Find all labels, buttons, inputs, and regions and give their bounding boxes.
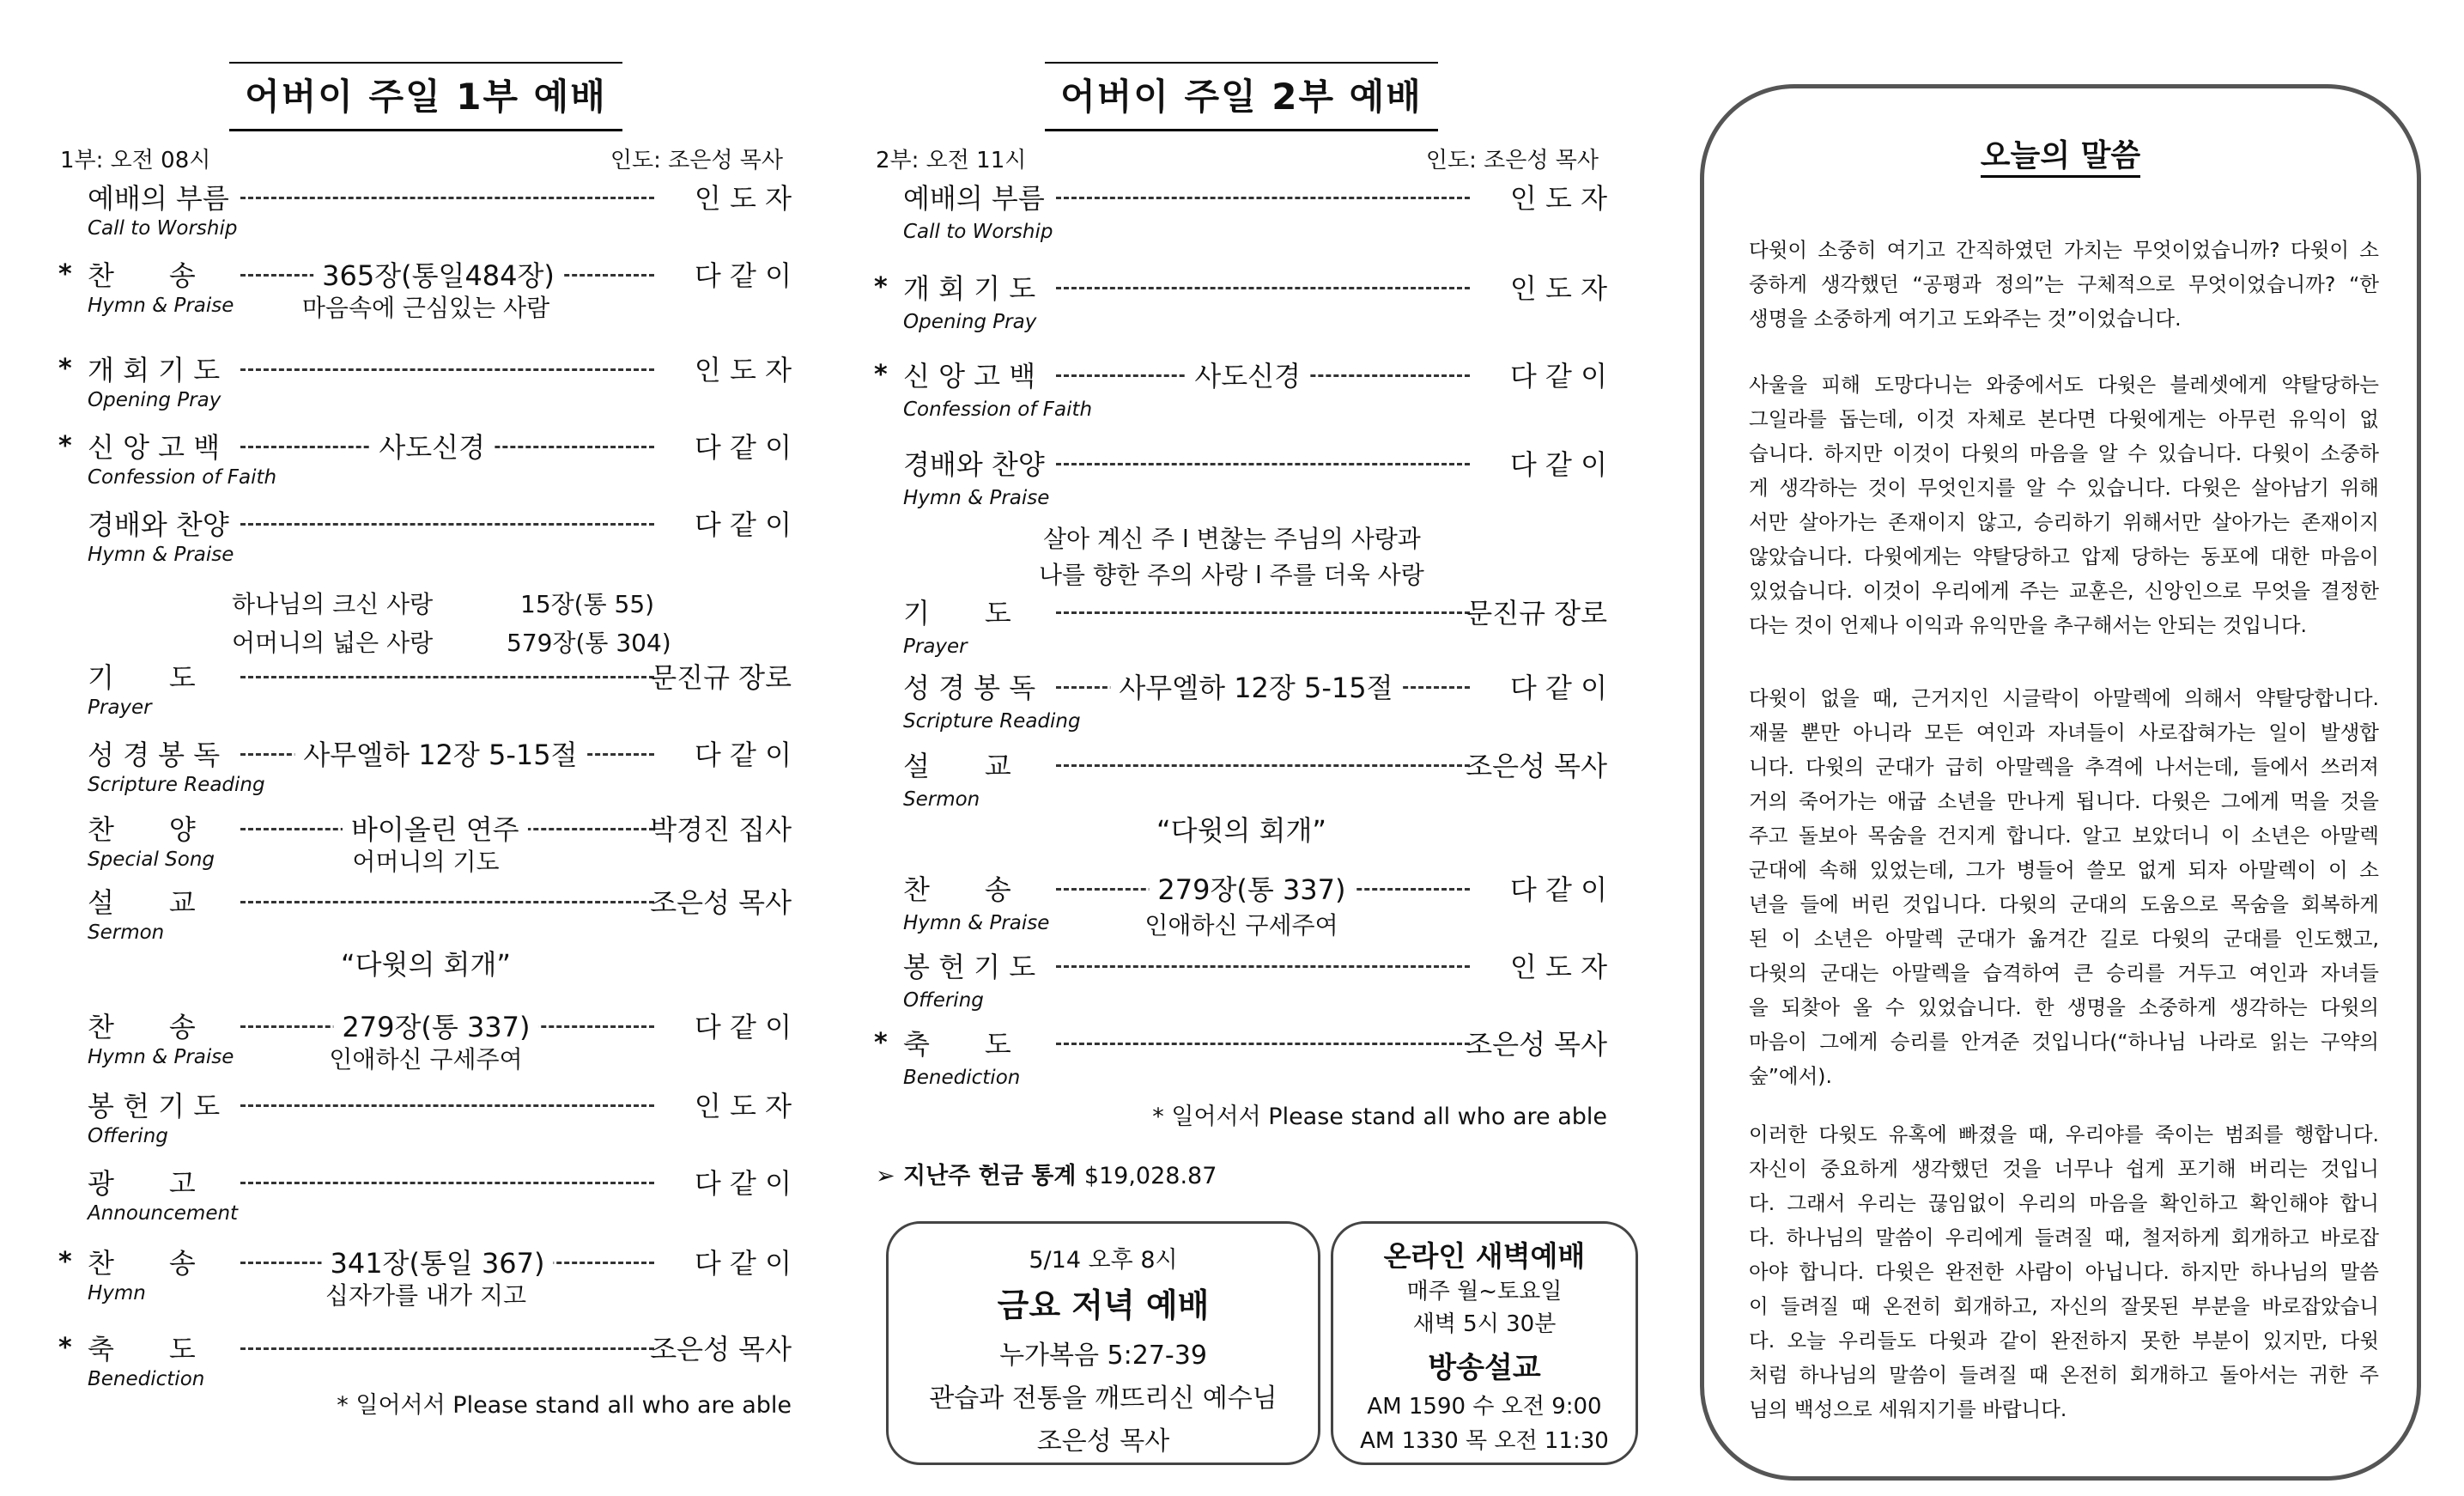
leader-dashes xyxy=(240,901,654,903)
friday-sermon: 관습과 전통을 깨뜨리신 예수님 xyxy=(929,1383,1278,1414)
friday-date: 5/14 오후 8시 xyxy=(1029,1247,1178,1274)
dawn-time: 새벽 5시 30분 xyxy=(1412,1311,1557,1337)
friday-passage: 누가복음 5:27-39 xyxy=(999,1341,1207,1371)
sermon-line: 그일라를 돕는데, 이것 자체로 본다면 다윗에게는 아무런 유익이 없 xyxy=(1749,407,2379,431)
order-item-name: 봉 헌 기 도 xyxy=(88,1090,221,1122)
order-item xyxy=(876,867,1607,909)
order-item-leader: 인 도 자 xyxy=(694,354,792,386)
praise-song-number: 15장(통 55) xyxy=(520,590,655,618)
order-item-name: 찬 양 xyxy=(88,813,196,846)
sermon-line: 생명을 소중하게 여기고 도와주는 것”이었습니다. xyxy=(1749,307,2182,331)
order-item-name: 기 도 xyxy=(903,597,1011,629)
sermon-line: 다는 것이 언제나 이익과 유익만을 추구해서는 안되는 것입니다. xyxy=(1749,613,2307,637)
sermon-line: 사울을 피해 도망다니는 와중에서도 다윗은 블레셋에게 약탈당하는 xyxy=(1749,373,2379,397)
order-item-english: Hymn & Praise xyxy=(88,295,234,317)
sermon-line: 마음이 그에게 승리를 안겨준 것입니다(“하나님 나라로 읽는 구약의 xyxy=(1749,1030,2379,1054)
sermon-line: 처럼 하나님의 말씀이 들려질 때 온전히 회개하고 돌아서는 귀한 주 xyxy=(1749,1363,2379,1387)
order-item-leader: 다 같 이 xyxy=(1509,873,1607,906)
order-item xyxy=(60,348,792,389)
order-item xyxy=(60,733,792,774)
order-item-name: 봉 헌 기 도 xyxy=(903,951,1036,983)
order-item-english: Call to Worship xyxy=(88,217,238,240)
offering-stat-label: ➢ 지난주 헌금 통계 xyxy=(876,1163,1077,1189)
order-item xyxy=(60,502,792,544)
order-item-detail: 사무엘하 12장 5-15절 xyxy=(294,733,586,773)
sermon-line: 군대에 속해 있었는데, 그가 병들어 쓸모 없게 되자 아말렉이 이 소 xyxy=(1749,858,2379,882)
friday-title: 금요 저녁 예배 xyxy=(997,1286,1210,1324)
order-item-english: Prayer xyxy=(903,635,968,658)
order-item-english: Sermon xyxy=(88,921,165,944)
order-item-leader: 조은성 목사 xyxy=(1466,750,1607,782)
sermon-line: 이 들려질 때 온전히 회개하고, 자신의 잘못된 부분을 바로잡았습니 xyxy=(1749,1294,2379,1318)
order-item-name: 개 회 기 도 xyxy=(903,272,1036,305)
leader-dashes xyxy=(1056,965,1470,968)
sermon-line: 않았습니다. 다윗에게는 약탈당하고 압제 당하는 동포에 대한 마음이 xyxy=(1749,544,2379,569)
leader-dashes xyxy=(240,523,654,526)
sermon-line: 서만 살아가는 존재이지 않고, 승리하기 위해서만 살아가는 존재이지 xyxy=(1749,510,2379,534)
sermon-line: 주고 돌보아 목숨을 건지게 합니다. 알고 보았더니 이 소년은 아말렉 xyxy=(1749,824,2379,848)
praise-song-title: 어머니의 넓은 사랑 xyxy=(232,629,434,657)
order-item-leader: 조은성 목사 xyxy=(650,886,792,919)
order-item-english: Prayer xyxy=(88,696,152,719)
order-item xyxy=(876,666,1607,707)
order-item-leader: 다 같 이 xyxy=(694,431,792,464)
order-item-name: 찬 송 xyxy=(88,1011,196,1043)
order-item-english: Hymn & Praise xyxy=(903,487,1050,509)
order-item-leader: 인 도 자 xyxy=(1509,182,1607,215)
order-item-name: 축 도 xyxy=(903,1028,1011,1061)
order-item-english: Hymn xyxy=(88,1282,146,1304)
order-item xyxy=(60,1084,792,1125)
order-item xyxy=(876,354,1607,395)
sermon-title: “다윗의 회개” xyxy=(341,948,511,981)
order-item xyxy=(60,1005,792,1046)
sermon-line: 다윗의 군대는 아말렉을 습격하여 큰 승리를 거두고 여인과 자녀들 xyxy=(1749,961,2379,985)
order-item xyxy=(60,1327,792,1368)
leader-dashes xyxy=(240,1104,654,1107)
service2-header xyxy=(876,143,1607,174)
sermon-line: 다. 하나님의 말씀이 우리에게 들려질 때, 철저하게 회개하고 바로잡 xyxy=(1749,1225,2379,1250)
order-item-leader: 조은성 목사 xyxy=(1466,1028,1607,1061)
order-item-name: 경배와 찬양 xyxy=(88,508,229,541)
hymn-title: 어머니의 기도 xyxy=(352,848,500,876)
order-item-leader: 다 같 이 xyxy=(694,508,792,541)
order-item-name: 개 회 기 도 xyxy=(88,354,221,386)
order-item-english: Benediction xyxy=(88,1368,205,1390)
dawn-radio2: AM 1330 목 오전 11:30 xyxy=(1360,1428,1609,1454)
leader-dashes xyxy=(240,1347,654,1350)
order-item-leader: 다 같 이 xyxy=(694,1011,792,1043)
order-item-detail: 사무엘하 12장 5-15절 xyxy=(1110,666,1401,706)
sermon-heading: 오늘의 말씀 xyxy=(1704,131,2417,175)
service2-time: 2부: 오전 11시 xyxy=(876,148,1027,173)
order-item-detail: 341장(통일 367) xyxy=(321,1242,553,1281)
order-item xyxy=(876,1022,1607,1063)
order-item xyxy=(60,880,792,921)
sermon-line: 중하게 생각했던 “공평과 정의”는 구체적으로 무엇이었습니까? “한 xyxy=(1749,272,2379,296)
order-item-detail: 279장(통 337) xyxy=(333,1006,538,1045)
order-item-leader: 인 도 자 xyxy=(1509,951,1607,983)
stand-marker: * xyxy=(58,353,72,384)
order-item-name: 신 앙 고 백 xyxy=(903,360,1036,392)
praise-line: 나를 향한 주의 사랑 l 주를 더욱 사랑 xyxy=(1039,561,1424,589)
order-item-detail: 279장(통 337) xyxy=(1149,868,1354,908)
dawn-title: 온라인 새벽예배 xyxy=(1383,1239,1586,1273)
stand-marker: * xyxy=(874,1027,888,1058)
praise-song-number: 579장(통 304) xyxy=(507,629,671,657)
order-item-name: 광 고 xyxy=(88,1167,196,1200)
order-item-leader: 다 같 이 xyxy=(1509,672,1607,704)
order-item-english: Hymn & Praise xyxy=(88,1046,234,1068)
order-item-detail: 사도신경 xyxy=(370,426,494,465)
hymn-title: 인애하신 구세주여 xyxy=(1144,911,1338,940)
order-item xyxy=(876,442,1607,483)
order-item-english: Confession of Faith xyxy=(88,466,277,489)
sermon-line: 다. 그래서 우리는 끊임없이 우리의 마음을 확인하고 확인해야 합니 xyxy=(1749,1191,2379,1215)
dawn-broadcast: 방송설교 xyxy=(1428,1351,1541,1385)
dawn-days: 매주 월~토요일 xyxy=(1406,1279,1563,1304)
praise-line: 살아 계신 주 l 변찮는 주님의 사랑과 xyxy=(1043,525,1421,553)
order-item-english: Scripture Reading xyxy=(903,710,1081,733)
order-item-name: 예배의 부름 xyxy=(903,182,1045,215)
sermon-line: 년을 들에 버린 것입니다. 다윗의 군대의 도움으로 목숨을 회복하게 xyxy=(1749,892,2379,916)
stand-note: * 일어서서 Please stand all who are able xyxy=(1152,1104,1607,1130)
friday-service-box xyxy=(886,1221,1320,1465)
sermon-line: 니다. 다윗의 군대가 급히 아말렉을 추격에 나서는데, 들에서 쓰러져 xyxy=(1749,755,2379,779)
sermon-line: 다. 오늘 우리들도 다윗과 같이 완전하지 못한 부분이 있지만, 다윗 xyxy=(1749,1329,2379,1353)
order-item-name: 찬 송 xyxy=(88,259,196,292)
order-item-english: Opening Pray xyxy=(903,311,1037,333)
dawn-service-box xyxy=(1331,1221,1638,1465)
sermon-paragraph xyxy=(1749,368,2379,642)
order-item xyxy=(876,945,1607,986)
leader-dashes xyxy=(240,197,654,199)
sermon-line: 이러한 다윗도 유혹에 빠졌을 때, 우리야를 죽이는 범죄를 행합니다. xyxy=(1749,1122,2379,1146)
service1-title: 어버이 주일 1부 예배 xyxy=(229,62,622,131)
hymn-title: 마음속에 근심있는 사람 xyxy=(301,294,550,322)
order-item-english: Confession of Faith xyxy=(903,398,1093,421)
order-item-leader: 조은성 목사 xyxy=(650,1333,792,1365)
stand-marker: * xyxy=(58,1332,72,1363)
order-item-leader: 다 같 이 xyxy=(694,739,792,771)
order-item-leader: 다 같 이 xyxy=(694,1167,792,1200)
sermon-panel xyxy=(1700,84,2421,1481)
order-item-name: 예배의 부름 xyxy=(88,182,229,215)
leader-dashes xyxy=(1056,1043,1470,1045)
order-item-english: Call to Worship xyxy=(903,221,1053,243)
order-item-detail: 365장(통일484장) xyxy=(313,254,563,294)
order-item-name: 성 경 봉 독 xyxy=(903,672,1036,704)
leader-dashes xyxy=(1056,463,1470,465)
sermon-line: 다윗이 소중히 여기고 간직하였던 가치는 무엇이었습니까? 다윗이 소 xyxy=(1749,238,2379,262)
leader-dashes xyxy=(240,676,654,678)
order-item-name: 찬 송 xyxy=(88,1247,196,1280)
leader-dashes xyxy=(240,368,654,371)
order-item-english: Offering xyxy=(903,989,984,1012)
order-item xyxy=(876,744,1607,785)
hymn-title: 십자가를 내가 지고 xyxy=(325,1281,527,1310)
sermon-line: 숲”에서). xyxy=(1749,1064,1832,1088)
leader-dashes xyxy=(1056,611,1470,614)
order-item-english: Hymn & Praise xyxy=(88,544,234,566)
order-item-detail: 바이올린 연주 xyxy=(343,808,528,848)
order-item-leader: 다 같 이 xyxy=(694,259,792,292)
order-item-leader: 다 같 이 xyxy=(1509,360,1607,392)
sermon-paragraph xyxy=(1749,1117,2379,1426)
stand-marker: * xyxy=(874,271,888,302)
order-item-english: Opening Pray xyxy=(88,389,222,411)
order-item-name: 경배와 찬양 xyxy=(903,448,1045,481)
service2-title: 어버이 주일 2부 예배 xyxy=(1045,62,1438,131)
sermon-line: 아야 합니다. 다윗은 완전한 사람이 아닙니다. 하지만 하나님의 말씀 xyxy=(1749,1260,2379,1284)
service1-header xyxy=(60,143,792,174)
order-item-english: Offering xyxy=(88,1125,168,1147)
order-item-name: 설 교 xyxy=(88,886,196,919)
order-item-english: Sermon xyxy=(903,788,980,811)
order-item-leader: 인 도 자 xyxy=(1509,272,1607,305)
order-item-leader: 문진규 장로 xyxy=(1466,597,1607,629)
order-item xyxy=(60,425,792,466)
sermon-line: 게 생각하는 것이 무엇인지를 알 수 있습니다. 다윗은 살아남기 위해 xyxy=(1749,476,2379,500)
leader-dashes xyxy=(1056,287,1470,289)
stand-marker: * xyxy=(58,1246,72,1277)
order-item xyxy=(60,1241,792,1282)
order-item xyxy=(876,176,1607,217)
order-item xyxy=(60,655,792,696)
praise-song-title: 하나님의 크신 사랑 xyxy=(232,590,434,618)
order-item-detail: 사도신경 xyxy=(1186,355,1309,394)
service1-leader: 인도: 조은성 목사 xyxy=(610,148,783,173)
stand-marker: * xyxy=(58,430,72,461)
offering-stat-amount: $19,028.87 xyxy=(1083,1163,1217,1189)
order-item-english: Special Song xyxy=(88,848,215,871)
hymn-title: 인애하신 구세주여 xyxy=(329,1045,523,1073)
sermon-line: 거의 죽어가는 애굽 소년을 만나게 됩니다. 다윗은 그에게 먹을 것을 xyxy=(1749,789,2379,813)
order-item xyxy=(60,176,792,217)
order-item-name: 기 도 xyxy=(88,661,196,694)
sermon-line: 재물 뿐만 아니라 모든 여인과 자녀들이 사로잡혀가는 일이 발생합 xyxy=(1749,721,2379,745)
sermon-line: 습니다. 하지만 이것이 다윗의 마음을 알 수 있습니다. 다윗이 소중하 xyxy=(1749,441,2379,465)
order-item-leader: 다 같 이 xyxy=(694,1247,792,1280)
offering-stat xyxy=(876,1157,1217,1190)
order-item xyxy=(60,807,792,848)
order-item-english: Hymn & Praise xyxy=(903,912,1050,934)
sermon-line: 자신이 중요하게 생각했던 것을 너무나 쉽게 포기해 버리는 것입니 xyxy=(1749,1157,2379,1181)
order-item-english: Announcement xyxy=(88,1202,239,1225)
sermon-line: 된 이 소년은 아말렉 군대가 옮겨간 길로 다윗의 군대를 인도했고, xyxy=(1749,927,2379,951)
sermon-line: 을 되찾아 올 수 있었습니다. 한 생명을 소중하게 생각하는 다윗의 xyxy=(1749,995,2379,1019)
sermon-title: “다윗의 회개” xyxy=(1156,814,1326,847)
stand-marker: * xyxy=(874,359,888,390)
leader-dashes xyxy=(1056,197,1470,199)
order-item-name: 축 도 xyxy=(88,1333,196,1365)
sermon-paragraph xyxy=(1749,233,2379,336)
order-item xyxy=(60,253,792,295)
leader-dashes xyxy=(1056,764,1470,767)
leader-dashes xyxy=(240,1182,654,1184)
sermon-line: 다윗이 없을 때, 근거지인 시글락이 아말렉에 의해서 약탈당합니다. xyxy=(1749,686,2379,710)
order-item-english: Benediction xyxy=(903,1067,1021,1089)
order-item-leader: 문진규 장로 xyxy=(650,661,792,694)
stand-marker: * xyxy=(58,258,72,289)
dawn-radio1: AM 1590 수 오전 9:00 xyxy=(1367,1394,1602,1420)
sermon-paragraph xyxy=(1749,681,2379,1093)
order-item-leader: 박경진 집사 xyxy=(650,813,792,846)
service2-leader: 인도: 조은성 목사 xyxy=(1425,148,1599,173)
order-item-leader: 다 같 이 xyxy=(1509,448,1607,481)
friday-preacher: 조은성 목사 xyxy=(1036,1426,1170,1456)
stand-note: * 일어서서 Please stand all who are able xyxy=(337,1392,792,1419)
order-item-name: 찬 송 xyxy=(903,873,1011,906)
order-item xyxy=(876,266,1607,307)
order-item-name: 신 앙 고 백 xyxy=(88,431,221,464)
order-item-name: 설 교 xyxy=(903,750,1011,782)
order-item xyxy=(876,591,1607,632)
service1-time: 1부: 오전 08시 xyxy=(60,148,211,173)
order-item-leader: 인 도 자 xyxy=(694,182,792,215)
sermon-line: 있었습니다. 이것이 우리에게 주는 교훈은, 신앙인으로 무엇을 결정한 xyxy=(1749,579,2379,603)
order-item-leader: 인 도 자 xyxy=(694,1090,792,1122)
order-item xyxy=(60,1161,792,1202)
sermon-line: 님의 백성으로 세워지기를 바랍니다. xyxy=(1749,1397,2067,1421)
order-item-name: 성 경 봉 독 xyxy=(88,739,221,771)
order-item-english: Scripture Reading xyxy=(88,774,265,796)
